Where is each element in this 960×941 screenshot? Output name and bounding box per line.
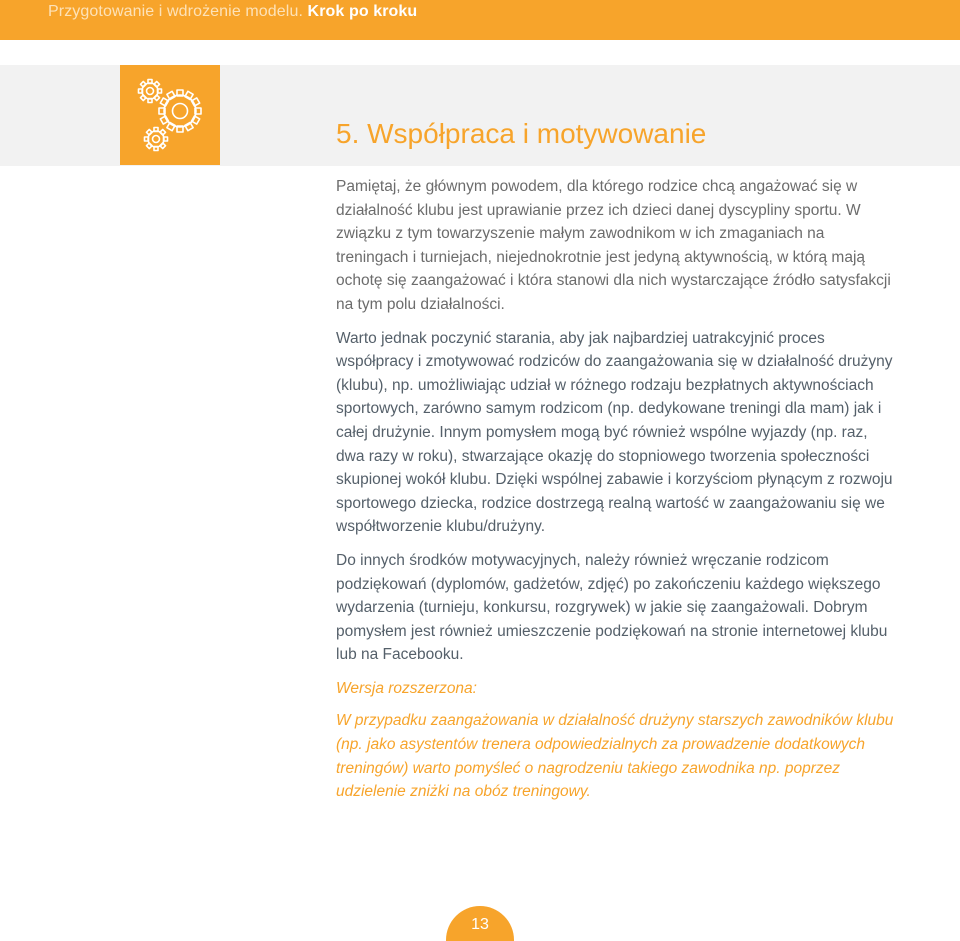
section-title: 5. Współpraca i motywowanie bbox=[336, 117, 707, 149]
breadcrumb-subtitle: Krok po kroku bbox=[307, 3, 418, 20]
page-number: 13 bbox=[471, 916, 489, 933]
paragraph-intro: Pamiętaj, że głównym powodem, dla którego rodzice chcą angażować się w działalność klubu jest uprawianie przez ich dzieci danej dyscypliny sportu. W związku z tym towarzyszenie małym zawodnikom w ich zmaganiach na treningach i turniejach, niejednokrotnie jest jedyną aktywnością, w którą mają ochotę się zaangażować i która stanowi dla nich wystarczające źródło satysfakcji na tym polu działalności. bbox=[336, 178, 891, 313]
section-icon-box bbox=[120, 65, 220, 165]
article-body bbox=[336, 175, 896, 804]
header-bar bbox=[0, 0, 960, 40]
breadcrumb bbox=[48, 3, 417, 21]
page-number-tab bbox=[446, 906, 514, 941]
paragraph-cooperation: Warto jednak poczynić starania, aby jak najbardziej uatrakcyjnić proces współpracy i zmotywować rodziców do zaangażowania się w działalność drużyny (klubu), np. umożliwiając udział w różnego rodzaju bezpłatnych aktywnościach sportowych, zarówno samym rodzicom (np. dedykowane treningi dla mam) jak i całej drużynie. Innym pomysłem mogą być również wspólne wyjazdy (np. raz, dwa razy w roku), stwarzające okazję do stopniowego tworzenia społeczności skupionej wokół klubu. Dzięki wspólnej zabawie i korzyściom płynącym z rozwoju sportowego dziecka, rodzice dostrzegą realną wartość w zaangażowaniu się we współtworzenie klubu/drużyny. bbox=[336, 329, 893, 536]
extended-version-label: Wersja rozszerzona: bbox=[336, 679, 477, 697]
gears-icon bbox=[120, 65, 220, 165]
paragraph-motivation: Do innych środków motywacyjnych, należy również wręczanie rodzicom podziękowań (dyplomów, gadżetów, zdjęć) po zakończeniu każdego większego wydarzenia (turnieju, konkursu, rozgrywek) w jakie się zaangażowali. Dobrym pomysłem jest również umieszczenie podziękowań na stronie internetowej klubu lub na Facebooku. bbox=[336, 551, 888, 664]
breadcrumb-chapter: Przygotowanie i wdrożenie modelu. bbox=[48, 3, 303, 20]
extended-version-text: W przypadku zaangażowania w działalność drużyny starszych zawodników klubu (np. jako asystentów trenera odpowiedzialnych za prowadzenie dodatkowych treningów) warto pomyśleć o nagrodzeniu takiego zawodnika np. poprzez udzielenie zniżki na obóz treningowy. bbox=[336, 712, 894, 801]
